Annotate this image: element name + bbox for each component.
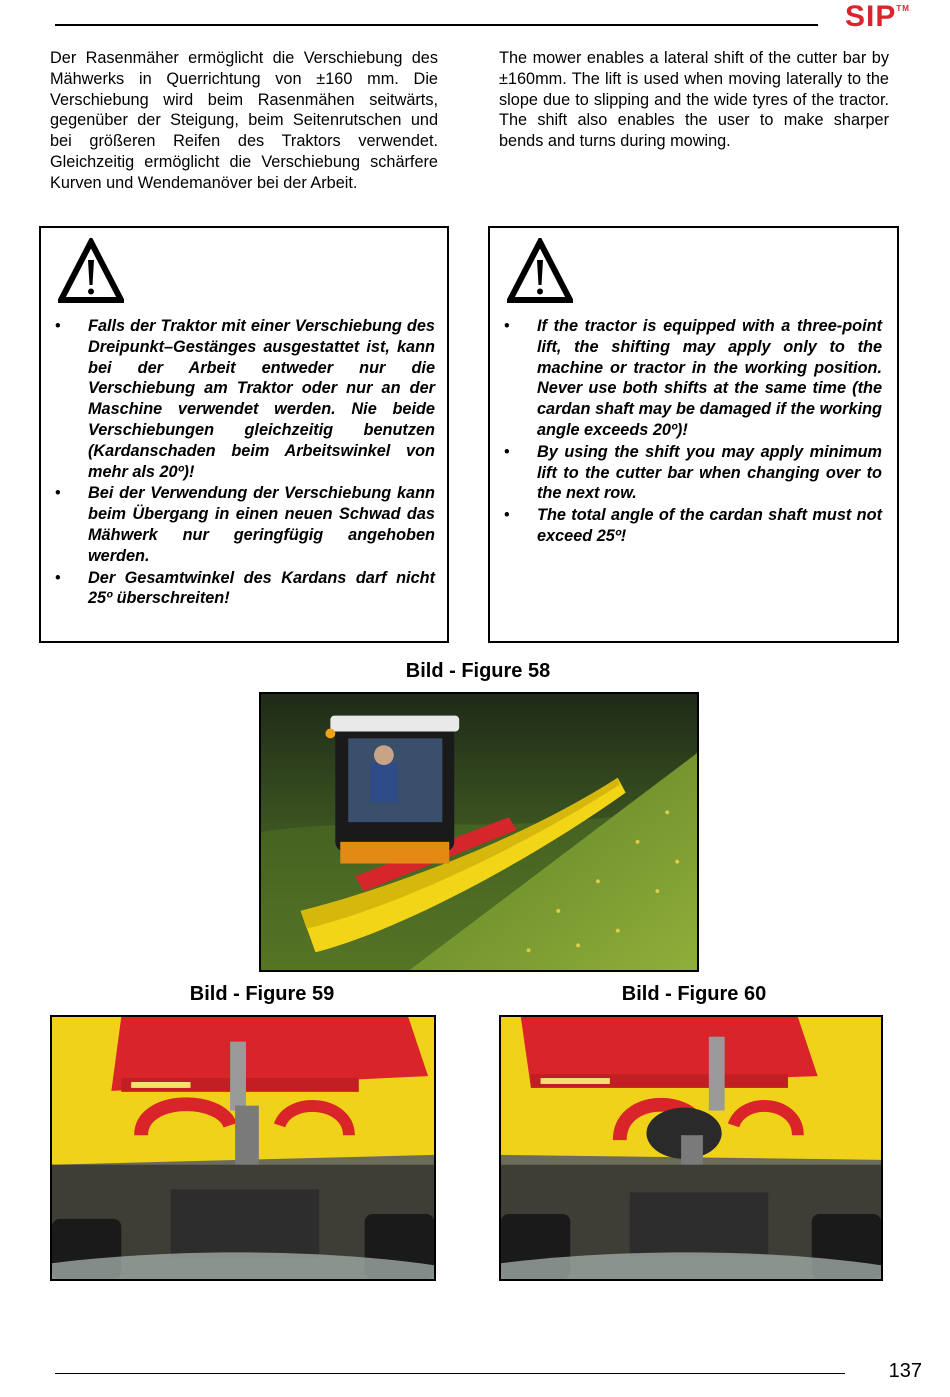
- list-item: • Falls der Traktor mit einer Verschiebung des Dreipunkt–Gestänges ausgestattet ist, kann bei der Arbeit entweder nur die Verschiebung am Traktor oder nur an der Maschine verwendet werden. Nie beide Verschiebungen gleichzeitig benutzen (Kardanschaden beim Arbeitswinkel von mehr als 20º)!: [55, 317, 435, 481]
- list-item: • By using the shift you may apply minimum lift to the cutter bar when changing over to the next row.: [504, 442, 882, 503]
- warning-list-en: [502, 316, 882, 548]
- intro-text-de: Der Rasenmäher ermöglicht die Verschiebung des Mähwerks in Querrichtung von ±160 mm. Die Verschiebung wird beim Rasenmähen seitwärts, gegenüber der Steigung, beim Seitenrutschen und bei größeren Reifen des Traktors verwendet. Gleichzeitig ermöglicht die Verschiebung schärfere Kurven und Wendemanöver bei der Arbeit.: [50, 49, 438, 192]
- list-item: • If the tractor is equipped with a three-point lift, the shifting may apply only to the machine or tractor in the working position. Never use both shifts at the same time (the cardan shaft may be damaged if the working angle exceeds 20º)!: [504, 317, 882, 439]
- list-item: • The total angle of the cardan shaft must not exceed 25º!: [504, 506, 882, 545]
- figure-58-caption: Bild - Figure 58: [405, 660, 551, 682]
- figure-60-photo: [499, 1015, 883, 1281]
- figure-59-caption: Bild - Figure 59: [189, 983, 335, 1005]
- header-rule: [55, 24, 818, 26]
- footer-rule: [55, 1373, 845, 1374]
- page-number: 137: [888, 1360, 922, 1382]
- list-item: • Der Gesamtwinkel des Kardans darf nicht 25º überschreiten!: [55, 568, 435, 608]
- warning-triangle-icon: [58, 238, 124, 304]
- list-item: • Bei der Verwendung der Verschiebung kann beim Übergang in einen neuen Schwad das Mähwerk nur geringfügig angehoben werden.: [55, 484, 435, 565]
- warning-box-de: [39, 226, 449, 643]
- figure-59-photo: [50, 1015, 436, 1281]
- figure-58-photo: [259, 692, 699, 972]
- figure-60-caption: Bild - Figure 60: [621, 983, 767, 1005]
- intro-text-en: The mower enables a lateral shift of the cutter bar by ±160mm. The lift is used when moving laterally to the slope due to slipping and the wide tyres of the tractor. The shift also enables the user to make sharper bends and turns during mowing.: [499, 49, 889, 151]
- warning-triangle-icon: [507, 238, 573, 304]
- sip-logo: SIP™: [845, 0, 910, 33]
- warning-list-de: [53, 316, 435, 610]
- warning-box-en: [488, 226, 899, 643]
